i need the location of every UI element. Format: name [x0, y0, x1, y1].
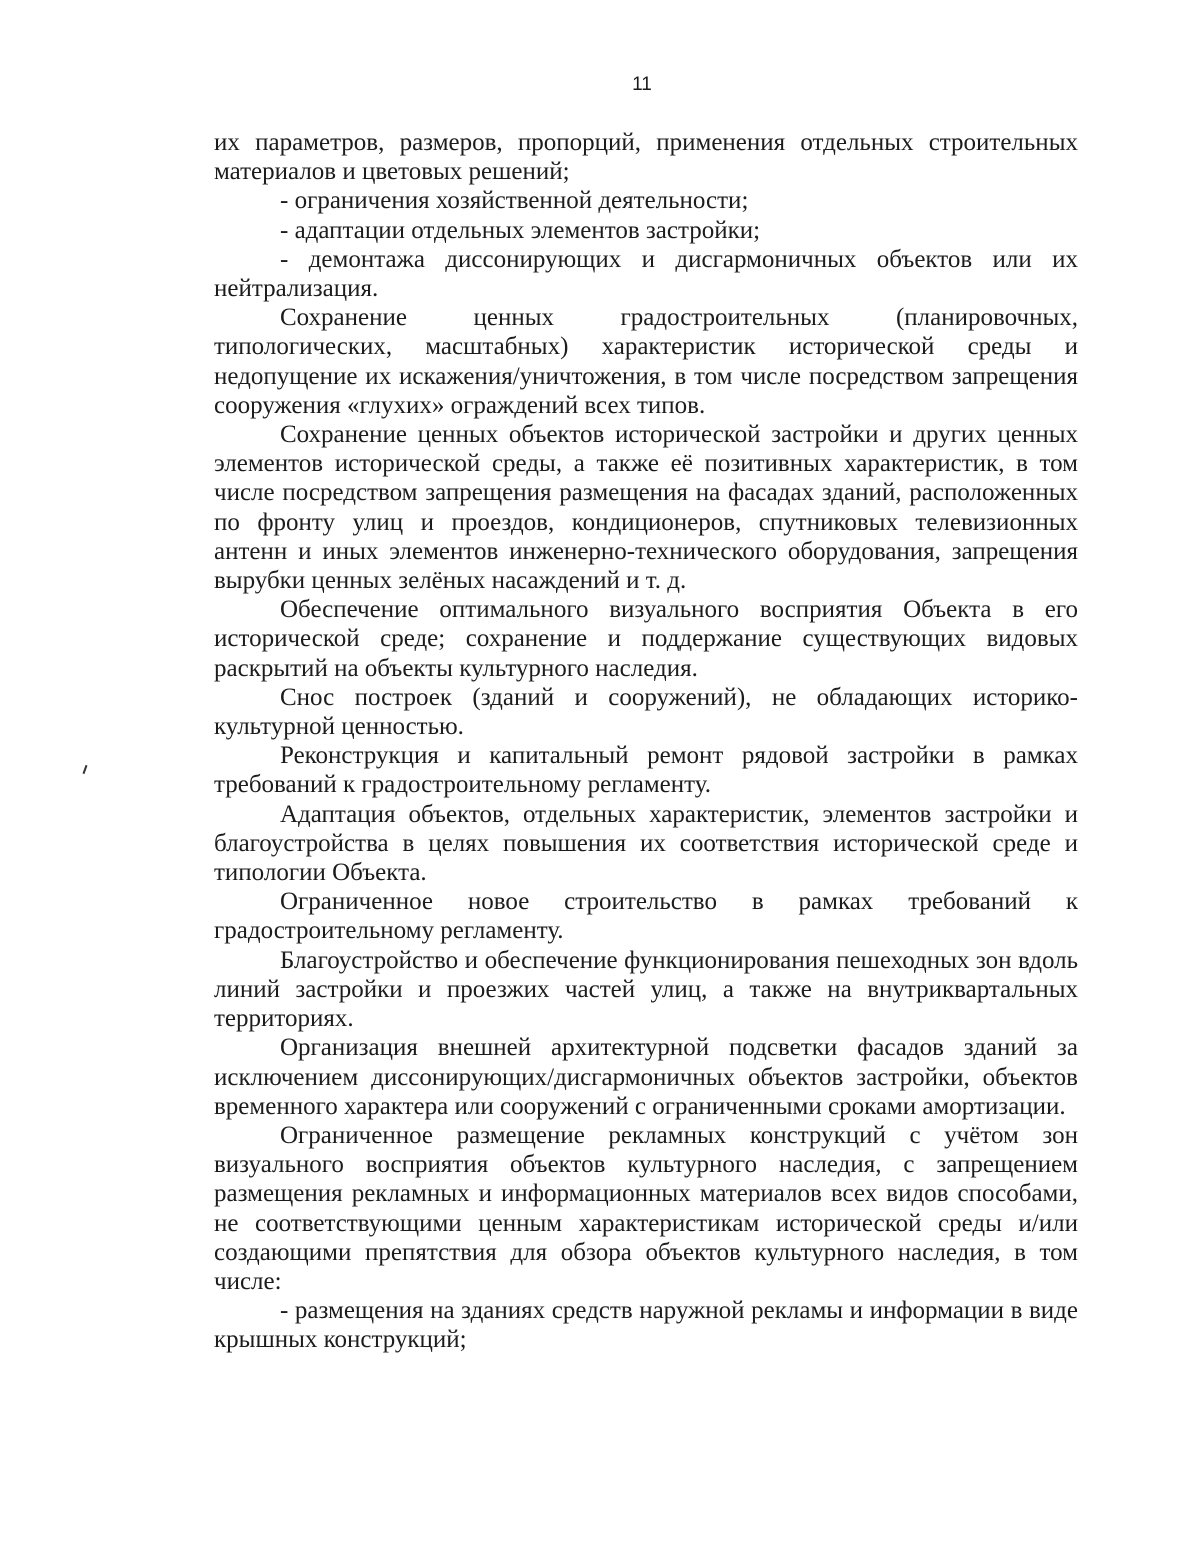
paragraph-visual-perception: Обеспечение оптимального визуального восприятия Объекта в его исторической среде; сохранение и поддержание существующих видовых раскрытий на объекты культурного наследия.	[214, 596, 1078, 682]
paragraph-historic-buildings: Сохранение ценных объектов исторической застройки и других ценных элементов исторической среды, а также её позитивных характеристик, в том числе посредством запрещения размещения на фасадах зданий, расположенных по фронту улиц и проездов, кондиционеров, спутниковых телевизионных антенн и иных элементов инженерно-технического оборудования, запрещения вырубки ценных зелёных насаждений и т. д.	[214, 421, 1078, 595]
list-item-adaptation: - адаптации отдельных элементов застройки;	[280, 216, 761, 244]
scan-artifact-mark	[83, 765, 88, 774]
paragraph-new-construction: Ограниченное новое строительство в рамках требований к градостроительному регламенту.	[214, 888, 1078, 945]
paragraph-continuation: их параметров, размеров, пропорций, применения отдельных строительных материалов и цветовых решений;	[214, 129, 1078, 186]
paragraph-adaptation-objects: Адаптация объектов, отдельных характеристик, элементов застройки и благоустройства в целях повышения их соответствия исторической среде и типологии Объекта.	[214, 800, 1078, 887]
paragraph-reconstruction: Реконструкция и капитальный ремонт рядовой застройки в рамках требований к градостроительному регламенту.	[214, 742, 1078, 799]
page-number: 11	[632, 74, 652, 95]
paragraph-advertising: Ограниченное размещение рекламных конструкций с учётом зон визуального восприятия объектов культурного наследия, с запрещением размещения рекламных и информационных материалов всех видов способами, не соответствующими ценным характеристикам исторической среды и/или создающими препятствия для обзора объектов культурного наследия, в том числе:	[214, 1121, 1078, 1295]
list-item-roof-advertising: - размещения на зданиях средств наружной рекламы и информации в виде крышных конструкций;	[214, 1297, 1078, 1354]
paragraph-lighting: Организация внешней архитектурной подсветки фасадов зданий за исключением диссонирующих/дисгармоничных объектов застройки, объектов временного характера или сооружений с ограниченными сроками амортизации.	[214, 1034, 1078, 1120]
paragraph-urban-characteristics: Сохранение ценных градостроительных (планировочных, типологических, масштабных) характеристик исторической среды и недопущение их искажения/уничтожения, в том числе посредством запрещения сооружения «глухих» ограждений всех типов.	[214, 304, 1078, 419]
paragraph-pedestrian-zones: Благоустройство и обеспечение функционирования пешеходных зон вдоль линий застройки и проезжих частей улиц, а также на внутриквартальных территориях.	[214, 946, 1078, 1033]
list-item-dismantling: - демонтажа диссонирующих и дисгармоничных объектов или их нейтрализация.	[214, 245, 1078, 303]
list-item-economic-activity: - ограничения хозяйственной деятельности;	[280, 187, 749, 215]
document-body	[214, 128, 1078, 1355]
paragraph-demolition: Снос построек (зданий и сооружений), не обладающих историко-культурной ценностью.	[214, 683, 1078, 741]
